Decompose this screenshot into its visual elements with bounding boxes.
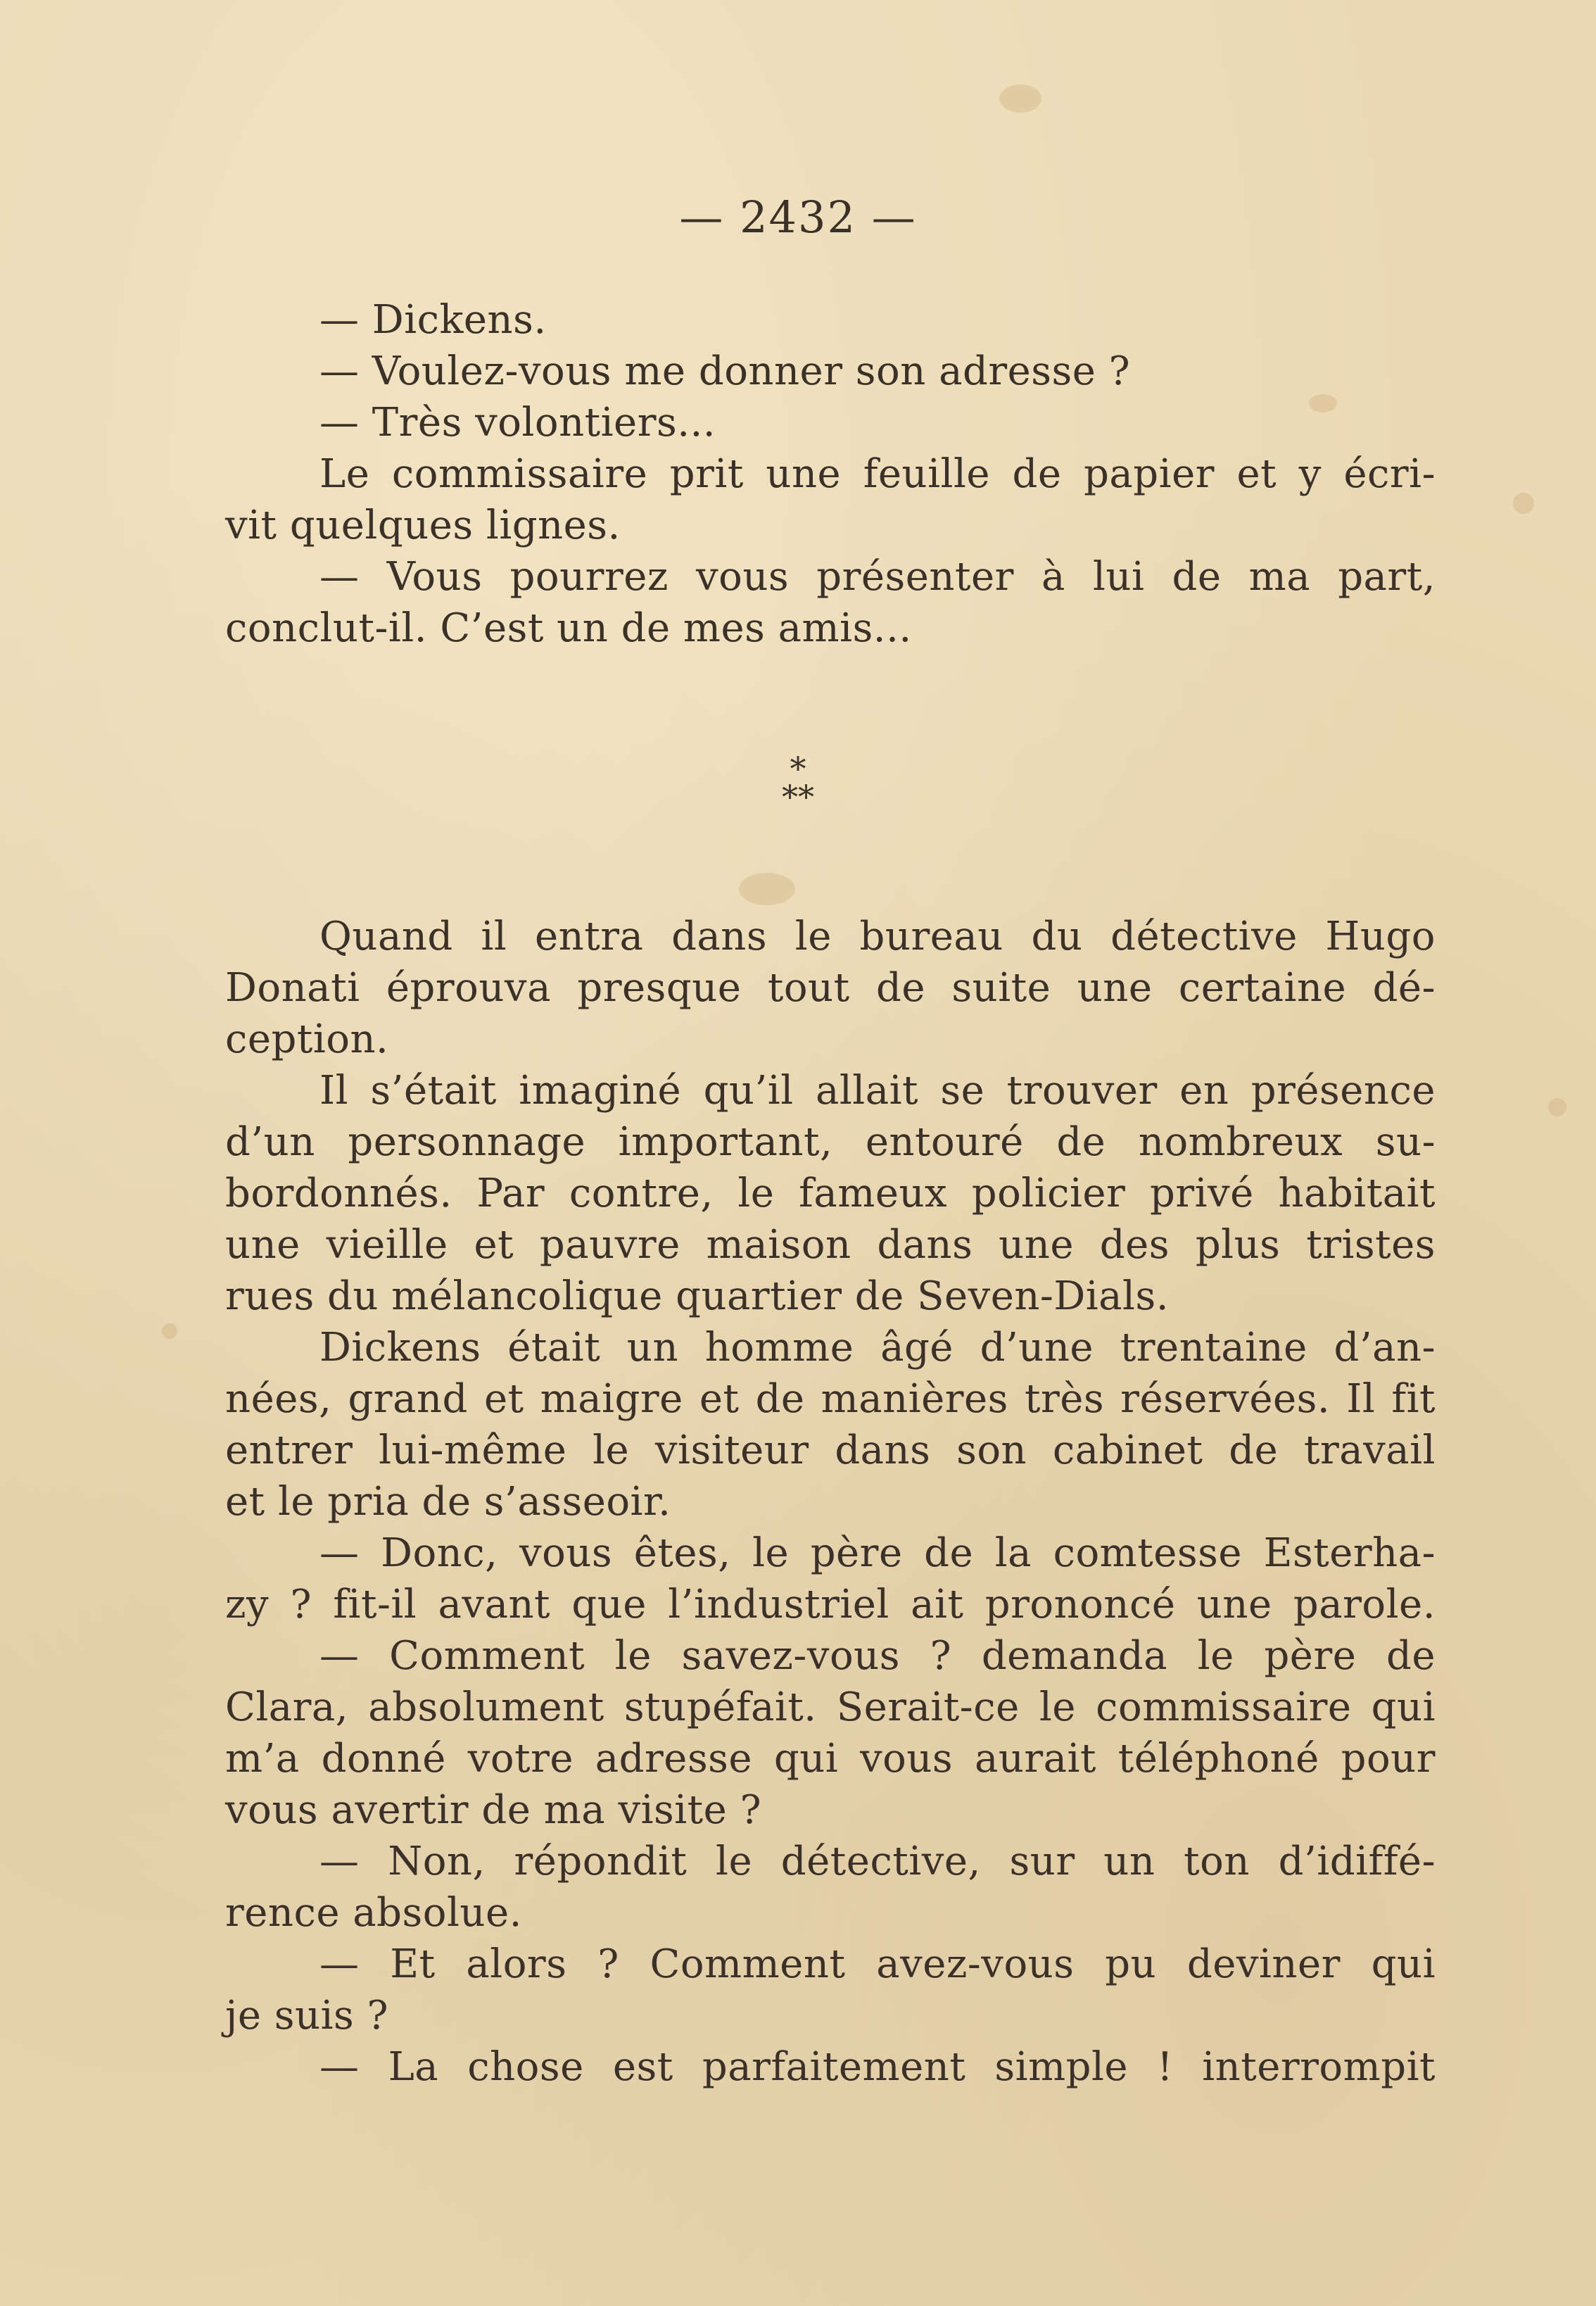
text-line: — Très volontiers... xyxy=(319,400,716,446)
text-block-top xyxy=(225,294,1436,654)
text-line: ception. xyxy=(225,1016,389,1062)
text-line: — Et alors ? Comment avez-vous pu deviner qui xyxy=(319,1941,1436,1987)
text-line: — Non, répondit le détective, sur un ton d’idiffé- xyxy=(319,1839,1436,1884)
paper-stain xyxy=(1548,1098,1566,1116)
page-number: — 2432 — xyxy=(679,191,917,243)
separator-star-top: * xyxy=(790,750,806,788)
text-line: m’a donné votre adresse qui vous aurait téléphoné pour xyxy=(225,1736,1436,1782)
text-line: — Dickens. xyxy=(319,297,547,343)
text-line: d’un personnage important, entouré de nombreux su- xyxy=(225,1119,1436,1165)
paper-stain xyxy=(162,1323,177,1339)
text-line: conclut-il. C’est un de mes amis... xyxy=(225,605,912,651)
paper-stain xyxy=(999,84,1041,113)
text-line: Le commissaire prit une feuille de papier et y écri- xyxy=(319,451,1436,497)
text-line: une vieille et pauvre maison dans une des plus tristes xyxy=(225,1222,1436,1268)
section-separator xyxy=(0,750,1596,816)
text-line: et le pria de s’asseoir. xyxy=(225,1479,671,1525)
text-line: entrer lui-même le visiteur dans son cabinet de travail xyxy=(225,1428,1436,1473)
text-line: nées, grand et maigre et de manières très réservées. Il fit xyxy=(225,1376,1436,1422)
text-line: — Vous pourrez vous présenter à lui de ma part, xyxy=(319,554,1436,600)
text-line: bordonnés. Par contre, le fameux policier privé habitait xyxy=(225,1171,1436,1216)
text-line: rence absolue. xyxy=(225,1890,522,1936)
text-line: Clara, absolument stupéfait. Serait-ce le commissaire qui xyxy=(225,1684,1436,1730)
text-line: rues du mélancolique quartier de Seven-Dials. xyxy=(225,1273,1169,1319)
paper-stain xyxy=(1513,493,1534,514)
text-line: — La chose est parfaitement simple ! interrompit xyxy=(319,2044,1436,2090)
text-line: vit quelques lignes. xyxy=(225,503,621,548)
text-line: Dickens était un homme âgé d’une trentaine d’an- xyxy=(319,1325,1436,1371)
text-line: Donati éprouva presque tout de suite une certaine dé- xyxy=(225,965,1436,1011)
text-line: Quand il entra dans le bureau du détective Hugo xyxy=(319,914,1436,959)
text-line: Il s’était imaginé qu’il allait se trouver en présence xyxy=(319,1068,1436,1114)
text-line: je suis ? xyxy=(225,1993,389,2039)
text-line: vous avertir de ma visite ? xyxy=(225,1787,762,1833)
text-line: — Donc, vous êtes, le père de la comtesse Esterha- xyxy=(319,1530,1436,1576)
text-line: zy ? fit-il avant que l’industriel ait prononcé une parole. xyxy=(225,1582,1436,1627)
paper-stain xyxy=(739,873,795,905)
separator-stars-bottom: ** xyxy=(782,778,814,816)
text-block-main xyxy=(225,911,1436,2093)
text-line: — Voulez-vous me donner son adresse ? xyxy=(319,348,1131,394)
text-line: — Comment le savez-vous ? demanda le père de xyxy=(319,1633,1436,1679)
